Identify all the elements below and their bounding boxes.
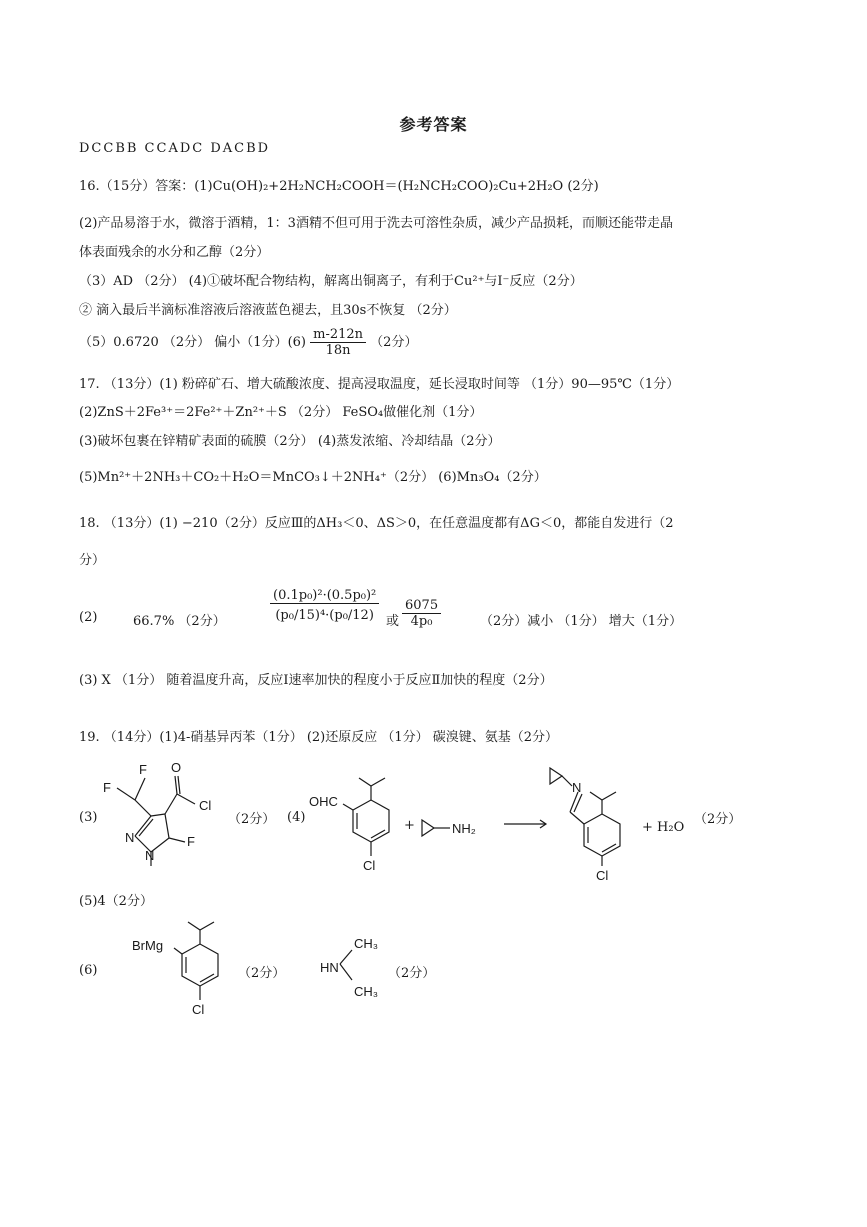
q16-line-5-b: （2分） — [370, 335, 418, 350]
atom-cl3: Cl — [596, 868, 609, 883]
q18-label-2: (2) — [79, 610, 98, 625]
q17-line-2: (2)ZnS＋2Fe³⁺＝2Fe²⁺＋Zn²⁺＋S （2分） FeSO₄做催化剂（1分） — [79, 405, 483, 420]
q19-label-6: (6) — [79, 963, 98, 978]
q18-tail: （2分）减小 （1分） 增大（1分） — [480, 614, 683, 629]
q16-line-3: （3）AD （2分） (4)①破坏配合物结构，解离出铜离子，有利于Cu²⁺与I⁻反应（2分） — [79, 274, 583, 289]
q16-fraction-denominator: 18n — [325, 343, 351, 358]
q18-frac2-numerator: 6075 — [402, 598, 441, 614]
q19-label-3: (3) — [79, 810, 98, 825]
q16-fraction — [310, 327, 366, 358]
q18-percent: 66.7% （2分） — [133, 614, 226, 629]
atom-hn: HN — [320, 960, 339, 975]
q16-line-2a: (2)产品易溶于水，微溶于酒精，1：3酒精不但可用于洗去可溶性杂质，减少产品损耗，而顺还能带走晶 — [79, 216, 673, 231]
q18-frac1 — [270, 588, 379, 623]
atom-cl2: Cl — [363, 858, 376, 873]
q18-line-1b: 分） — [79, 553, 106, 568]
q18-frac1-numerator: (0.1p₀)²·(0.5p₀)² — [270, 588, 379, 604]
atom-brmg: BrMg — [132, 938, 164, 953]
atom-f3: F — [187, 834, 195, 849]
q19-plus: + — [404, 818, 415, 833]
q19-score-6a: （2分） — [238, 966, 286, 981]
q16-line-5-a: （5）0.6720 （2分） 偏小（1分）(6) — [79, 335, 306, 350]
q16-line-1: 16.（15分）答案：(1)Cu(OH)₂+2H₂NCH₂COOH＝(H₂NCH₂COO)₂Cu+2H₂O (2分) — [79, 179, 599, 194]
atom-f2: F — [103, 780, 111, 795]
q16-fraction-numerator: m-212n — [310, 327, 366, 343]
atom-n1: N — [125, 830, 135, 845]
q19-line-5: (5)4（2分） — [79, 894, 153, 909]
grignard-reagent-structure — [130, 920, 230, 1025]
atom-ch3a: CH₃ — [354, 936, 379, 951]
q16-line-2b: 体表面残余的水分和乙醇（2分） — [79, 245, 270, 260]
atom-f1: F — [139, 762, 147, 777]
atom-n2: N — [145, 848, 155, 863]
aldehyde-reactant-structure — [305, 770, 405, 880]
q17-line-1: 17. （13分）(1) 粉碎矿石、增大硫酸浓度、提高浸取温度，延长浸取时间等 （1分）90—95℃（1分） — [79, 377, 680, 392]
atom-nh2: NH₂ — [452, 821, 476, 836]
q19-score-3: （2分） — [228, 812, 276, 827]
cyclopropylamine-structure — [416, 812, 496, 842]
atom-ch3b: CH₃ — [354, 984, 379, 999]
q17-line-4: (5)Mn²⁺＋2NH₃＋CO₂＋H₂O＝MnCO₃↓＋2NH₄⁺（2分） (6)Mn₃O₄（2分） — [79, 470, 547, 485]
q17-line-3: (3)破坏包裹在锌精矿表面的硫膜（2分） (4)蒸发浓缩、冷却结晶（2分） — [79, 434, 501, 449]
q18-fraction-2 — [402, 598, 441, 629]
pyrazole-acyl-chloride-structure — [95, 760, 225, 870]
q18-fraction-1 — [270, 588, 379, 623]
dimethylamine-structure — [318, 930, 398, 1002]
page-title: 参考答案 — [399, 115, 468, 134]
atom-cl: Cl — [199, 798, 212, 813]
q18-line-3: (3) X （1分） 随着温度升高，反应Ⅰ速率加快的程度小于反应Ⅱ加快的程度（2分） — [79, 673, 553, 688]
q19-water: + H₂O — [642, 820, 685, 835]
q18-frac2 — [402, 598, 441, 629]
atom-n3: N — [572, 780, 582, 795]
atom-cl4: Cl — [192, 1002, 205, 1017]
q18-frac1-denominator: (p₀/15)⁴·(p₀/12) — [275, 608, 374, 623]
q18-line-1a: 18. （13分）(1) −210（2分）反应Ⅲ的ΔH₃＜0、ΔS＞0，在任意温度都有ΔG＜0，都能自发进行（2 — [79, 516, 674, 531]
mc-answers: DCCBB CCADC DACBD — [79, 141, 271, 156]
q18-frac2-denominator: 4p₀ — [410, 614, 433, 629]
q19-score-4: （2分） — [694, 812, 742, 827]
q19-score-6b: （2分） — [388, 966, 436, 981]
q18-or: 或 — [386, 614, 400, 629]
atom-ohc: OHC — [309, 794, 338, 809]
atom-o: O — [171, 760, 182, 775]
q19-line-1: 19. （14分）(1)4-硝基异丙苯（1分） (2)还原反应 （1分） 碳溴键、氨基（2分） — [79, 730, 559, 745]
q19-label-4: (4) — [287, 810, 306, 825]
q16-line-5 — [79, 327, 417, 358]
q16-line-4: ② 滴入最后半滴标准溶液后溶液蓝色褪去，且30s不恢复 （2分） — [79, 303, 457, 318]
imine-product-structure — [542, 752, 642, 887]
